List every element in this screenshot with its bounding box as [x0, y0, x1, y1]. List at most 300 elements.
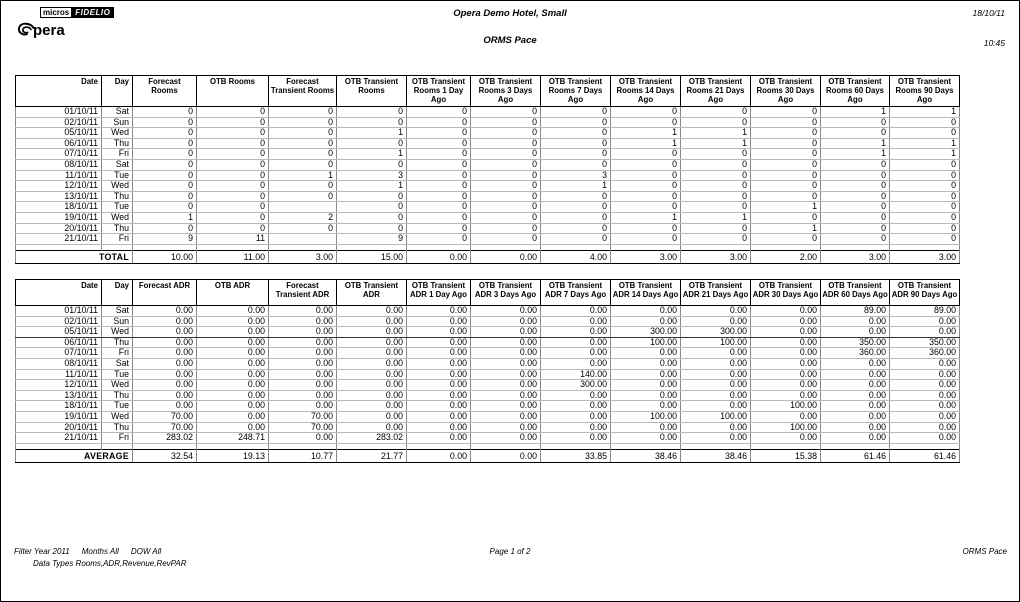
cell: 06/10/11	[16, 138, 102, 149]
footer-filter-year: Filter Year 2011	[14, 547, 70, 556]
cell: Thu	[102, 337, 133, 348]
cell: Wed	[102, 411, 133, 422]
summary-cell: 4.00	[541, 250, 611, 263]
cell: Thu	[102, 422, 133, 433]
cell: 0.00	[751, 327, 821, 338]
table-row	[16, 337, 960, 348]
column-header: Day	[102, 280, 133, 306]
cell: 0.00	[890, 316, 960, 327]
footer-report-name: ORMS Pace	[962, 547, 1007, 556]
cell: 0	[681, 117, 751, 128]
cell: 0	[890, 234, 960, 245]
cell: 0	[541, 138, 611, 149]
cell: 1	[133, 212, 197, 223]
footer-data-types: Data Types Rooms,ADR,Revenue,RevPAR	[33, 559, 187, 568]
cell: 0	[821, 234, 890, 245]
cell: 0.00	[269, 401, 337, 412]
cell: 140.00	[541, 369, 611, 380]
cell: 0	[681, 202, 751, 213]
summary-cell: 3.00	[681, 250, 751, 263]
cell: 100.00	[681, 337, 751, 348]
cell: 0.00	[821, 327, 890, 338]
cell: 0.00	[751, 306, 821, 317]
cell: 0	[611, 117, 681, 128]
table-row	[16, 170, 960, 181]
cell: 0.00	[681, 433, 751, 444]
cell: 0	[337, 191, 407, 202]
cell: 0.00	[407, 433, 471, 444]
summary-label: TOTAL	[16, 250, 133, 263]
cell: 300.00	[611, 327, 681, 338]
cell: 1	[541, 181, 611, 192]
cell: 100.00	[751, 401, 821, 412]
summary-cell: 3.00	[611, 250, 681, 263]
cell: 0	[133, 117, 197, 128]
cell: Fri	[102, 348, 133, 359]
cell: 0	[133, 128, 197, 139]
cell: 0.00	[681, 422, 751, 433]
cell: 0.00	[269, 433, 337, 444]
cell: Fri	[102, 433, 133, 444]
cell: 0.00	[471, 348, 541, 359]
cell: 0.00	[197, 422, 269, 433]
cell: 2	[269, 212, 337, 223]
header-row	[16, 280, 960, 306]
cell: 0.00	[541, 401, 611, 412]
cell: 0	[890, 117, 960, 128]
cell: 19/10/11	[16, 212, 102, 223]
table-row	[16, 107, 960, 118]
cell: 0.00	[337, 380, 407, 391]
cell: Thu	[102, 138, 133, 149]
column-header: OTB Transient Rooms 1 Day Ago	[407, 76, 471, 107]
cell: 0.00	[611, 316, 681, 327]
summary-row	[16, 449, 960, 462]
cell: 0.00	[751, 316, 821, 327]
cell: 0	[890, 181, 960, 192]
cell: 9	[133, 234, 197, 245]
cell: 11/10/11	[16, 170, 102, 181]
summary-cell: 61.46	[821, 449, 890, 462]
cell: 0	[751, 149, 821, 160]
cell: 0.00	[407, 380, 471, 391]
cell: Sat	[102, 358, 133, 369]
cell: 0	[821, 181, 890, 192]
cell: 21/10/11	[16, 234, 102, 245]
cell: 100.00	[611, 337, 681, 348]
table-row	[16, 369, 960, 380]
cell: 0	[133, 202, 197, 213]
cell: 0	[133, 149, 197, 160]
cell: 350.00	[821, 337, 890, 348]
cell: 07/10/11	[16, 149, 102, 160]
cell: 1	[890, 149, 960, 160]
cell: 100.00	[751, 422, 821, 433]
cell: 1	[821, 107, 890, 118]
column-header: OTB Transient Rooms 30 Days Ago	[751, 76, 821, 107]
cell: 0.00	[133, 348, 197, 359]
cell: 0.00	[471, 433, 541, 444]
column-header: OTB Transient Rooms 7 Days Ago	[541, 76, 611, 107]
cell: 0	[197, 117, 269, 128]
cell: 0.00	[821, 369, 890, 380]
cell: 0.00	[541, 411, 611, 422]
cell: 0.00	[407, 369, 471, 380]
cell: 0.00	[269, 390, 337, 401]
cell: 0	[407, 149, 471, 160]
cell: 11/10/11	[16, 369, 102, 380]
cell: 0	[611, 170, 681, 181]
cell: 0	[407, 107, 471, 118]
cell: 0	[541, 149, 611, 160]
cell: 0	[197, 223, 269, 234]
cell: 0.00	[751, 390, 821, 401]
cell: 1	[611, 128, 681, 139]
summary-cell: 3.00	[269, 250, 337, 263]
cell: 0	[269, 117, 337, 128]
cell: 0.00	[541, 390, 611, 401]
cell: 05/10/11	[16, 327, 102, 338]
cell: 0	[471, 234, 541, 245]
cell: 0	[197, 159, 269, 170]
cell: 0	[751, 159, 821, 170]
cell: 0	[821, 202, 890, 213]
cell: 0.00	[197, 327, 269, 338]
cell: 0.00	[751, 433, 821, 444]
cell: 0	[269, 159, 337, 170]
cell: 02/10/11	[16, 316, 102, 327]
cell: 0.00	[337, 422, 407, 433]
column-header: OTB Transient Rooms 60 Days Ago	[821, 76, 890, 107]
cell: 1	[751, 202, 821, 213]
column-header: OTB ADR	[197, 280, 269, 306]
cell: 0.00	[337, 411, 407, 422]
cell: 0.00	[681, 306, 751, 317]
column-header: Day	[102, 76, 133, 107]
cell: 07/10/11	[16, 348, 102, 359]
cell: 0	[890, 128, 960, 139]
cell: 0.00	[407, 358, 471, 369]
cell: 0	[751, 138, 821, 149]
cell: 0.00	[611, 433, 681, 444]
cell: 0.00	[407, 401, 471, 412]
table-row	[16, 234, 960, 245]
cell: 1	[337, 149, 407, 160]
cell: Thu	[102, 223, 133, 234]
cell: 0.00	[890, 380, 960, 391]
cell: 0.00	[269, 337, 337, 348]
cell: 0.00	[471, 422, 541, 433]
cell: 0.00	[471, 411, 541, 422]
cell: 283.02	[133, 433, 197, 444]
cell: Tue	[102, 170, 133, 181]
cell: 0.00	[269, 306, 337, 317]
cell: 0.00	[821, 390, 890, 401]
cell: Wed	[102, 212, 133, 223]
cell: 0.00	[681, 369, 751, 380]
cell: 0	[337, 212, 407, 223]
cell: 0	[133, 191, 197, 202]
cell: 0	[821, 159, 890, 170]
summary-cell: 15.00	[337, 250, 407, 263]
footer-page-number: Page 1 of 2	[489, 547, 531, 556]
cell: 0.00	[751, 337, 821, 348]
cell: 20/10/11	[16, 422, 102, 433]
cell: 0.00	[821, 433, 890, 444]
cell: 0.00	[197, 316, 269, 327]
summary-cell: 0.00	[407, 250, 471, 263]
cell: 0	[269, 128, 337, 139]
cell: 0	[681, 159, 751, 170]
cell: 0	[681, 234, 751, 245]
table-row	[16, 390, 960, 401]
cell: 0.00	[471, 327, 541, 338]
cell: 0.00	[133, 306, 197, 317]
summary-cell: 61.46	[890, 449, 960, 462]
summary-cell: 10.00	[133, 250, 197, 263]
summary-cell: 0.00	[407, 449, 471, 462]
cell: 0	[890, 212, 960, 223]
column-header: OTB Transient Rooms 90 Days Ago	[890, 76, 960, 107]
cell: 0	[890, 191, 960, 202]
column-header: OTB Transient ADR 21 Days Ago	[681, 280, 751, 306]
cell: Tue	[102, 369, 133, 380]
cell: 0.00	[541, 433, 611, 444]
table-row	[16, 212, 960, 223]
cell: 0	[751, 181, 821, 192]
cell: 0.00	[269, 380, 337, 391]
cell: 0	[407, 181, 471, 192]
cell: 0	[407, 202, 471, 213]
cell: 0.00	[890, 358, 960, 369]
cell: 0.00	[133, 337, 197, 348]
cell: 0.00	[821, 380, 890, 391]
cell: 0	[541, 223, 611, 234]
cell: 0	[269, 191, 337, 202]
cell: 0	[407, 191, 471, 202]
summary-cell: 19.13	[197, 449, 269, 462]
cell: 0.00	[269, 316, 337, 327]
column-header: OTB Transient ADR 3 Days Ago	[471, 280, 541, 306]
cell: 0	[133, 138, 197, 149]
cell: 0.00	[751, 348, 821, 359]
summary-cell: 3.00	[890, 250, 960, 263]
cell: 0.00	[681, 316, 751, 327]
cell: 0	[821, 170, 890, 181]
table-row	[16, 348, 960, 359]
cell: 360.00	[821, 348, 890, 359]
cell: 70.00	[269, 411, 337, 422]
cell: 21/10/11	[16, 433, 102, 444]
column-header: OTB Transient ADR 1 Day Ago	[407, 280, 471, 306]
cell: 0	[407, 234, 471, 245]
cell: 0.00	[337, 401, 407, 412]
cell: 0.00	[269, 369, 337, 380]
cell: 0.00	[611, 401, 681, 412]
cell: 0	[541, 202, 611, 213]
cell: 0	[541, 234, 611, 245]
cell: 0.00	[890, 401, 960, 412]
cell: 0	[890, 170, 960, 181]
cell: 0.00	[407, 422, 471, 433]
cell: 1	[337, 181, 407, 192]
cell: 0	[133, 159, 197, 170]
column-header: OTB Transient Rooms 3 Days Ago	[471, 76, 541, 107]
summary-row	[16, 250, 960, 263]
cell: 0	[197, 128, 269, 139]
cell: 0.00	[337, 358, 407, 369]
cell: 0	[337, 107, 407, 118]
column-header: OTB Transient Rooms 14 Days Ago	[611, 76, 681, 107]
cell: 0.00	[407, 390, 471, 401]
column-header: OTB Transient Rooms	[337, 76, 407, 107]
cell: 1	[681, 128, 751, 139]
summary-cell: 33.85	[541, 449, 611, 462]
cell: 0.00	[611, 390, 681, 401]
cell: 0	[269, 181, 337, 192]
cell: 0.00	[541, 358, 611, 369]
cell: 01/10/11	[16, 306, 102, 317]
cell: 0.00	[133, 390, 197, 401]
cell: Thu	[102, 390, 133, 401]
cell: 12/10/11	[16, 380, 102, 391]
cell: 300.00	[681, 327, 751, 338]
cell: 0.00	[890, 433, 960, 444]
cell: 1	[890, 107, 960, 118]
table-row	[16, 159, 960, 170]
cell: 0.00	[681, 380, 751, 391]
cell: 0	[407, 170, 471, 181]
cell: 0	[133, 223, 197, 234]
cell: 0.00	[197, 348, 269, 359]
cell: 0	[269, 107, 337, 118]
cell: 0.00	[541, 422, 611, 433]
cell: Sun	[102, 117, 133, 128]
table-row	[16, 223, 960, 234]
header-row	[16, 76, 960, 107]
cell: 0	[821, 128, 890, 139]
cell: 0.00	[681, 358, 751, 369]
cell: Sun	[102, 316, 133, 327]
cell: 0	[681, 107, 751, 118]
print-date: 18/10/11	[972, 8, 1005, 18]
cell: 0	[541, 212, 611, 223]
cell: 9	[337, 234, 407, 245]
report-title: ORMS Pace	[483, 35, 537, 46]
cell: 0.00	[471, 380, 541, 391]
cell: 0	[337, 117, 407, 128]
cell: 360.00	[890, 348, 960, 359]
table-row	[16, 433, 960, 444]
summary-cell: 2.00	[751, 250, 821, 263]
table-row	[16, 411, 960, 422]
cell: 0.00	[337, 316, 407, 327]
cell: 0.00	[751, 411, 821, 422]
cell: 0.00	[611, 422, 681, 433]
cell: 0.00	[133, 369, 197, 380]
cell: 283.02	[337, 433, 407, 444]
cell: 0	[337, 202, 407, 213]
cell: 70.00	[133, 422, 197, 433]
cell: 0.00	[337, 306, 407, 317]
cell: 11	[197, 234, 269, 245]
cell: 0	[821, 191, 890, 202]
summary-cell: 15.38	[751, 449, 821, 462]
cell: 0.00	[821, 422, 890, 433]
cell: 0.00	[611, 306, 681, 317]
cell: 3	[337, 170, 407, 181]
cell: 0.00	[407, 348, 471, 359]
cell: 0	[133, 107, 197, 118]
cell: 0	[471, 128, 541, 139]
footer-filter-months: Months All	[81, 547, 119, 556]
cell: 0	[611, 107, 681, 118]
cell: 05/10/11	[16, 128, 102, 139]
table-row	[16, 358, 960, 369]
cell: 1	[337, 128, 407, 139]
cell: 1	[611, 138, 681, 149]
cell: 0	[407, 128, 471, 139]
hotel-name: Opera Demo Hotel, Small	[453, 8, 567, 19]
cell: Fri	[102, 234, 133, 245]
cell: 13/10/11	[16, 191, 102, 202]
cell	[269, 234, 337, 245]
cell: 0	[890, 159, 960, 170]
cell: 0.00	[197, 401, 269, 412]
cell: 0.00	[337, 390, 407, 401]
cell: 0.00	[471, 358, 541, 369]
cell: 02/10/11	[16, 117, 102, 128]
cell: 0	[269, 223, 337, 234]
cell: 0	[681, 223, 751, 234]
cell: 0	[751, 128, 821, 139]
cell: 0.00	[890, 369, 960, 380]
cell: 0.00	[751, 369, 821, 380]
summary-cell: 38.46	[611, 449, 681, 462]
cell: 1	[681, 212, 751, 223]
cell: 0.00	[133, 316, 197, 327]
cell: 0.00	[611, 380, 681, 391]
cell: 70.00	[269, 422, 337, 433]
cell: 0.00	[197, 306, 269, 317]
cell: 0.00	[337, 327, 407, 338]
cell: 0.00	[407, 306, 471, 317]
cell: 1	[821, 149, 890, 160]
cell: 3	[541, 170, 611, 181]
cell: 18/10/11	[16, 202, 102, 213]
cell: 0.00	[471, 390, 541, 401]
cell: 0.00	[197, 369, 269, 380]
cell: Wed	[102, 128, 133, 139]
cell: 0.00	[407, 337, 471, 348]
summary-cell: 10.77	[269, 449, 337, 462]
rooms-pace-table	[15, 75, 960, 264]
table-row	[16, 401, 960, 412]
cell: 300.00	[541, 380, 611, 391]
cell: 0	[197, 191, 269, 202]
cell: 1	[890, 138, 960, 149]
cell: 0	[681, 149, 751, 160]
cell: 0.00	[681, 401, 751, 412]
cell: 0.00	[337, 369, 407, 380]
column-header: Forecast Transient ADR	[269, 280, 337, 306]
table-row	[16, 181, 960, 192]
cell: 0	[821, 223, 890, 234]
cell: 0	[133, 181, 197, 192]
cell: Tue	[102, 202, 133, 213]
cell: 0	[611, 191, 681, 202]
cell: 1	[681, 138, 751, 149]
